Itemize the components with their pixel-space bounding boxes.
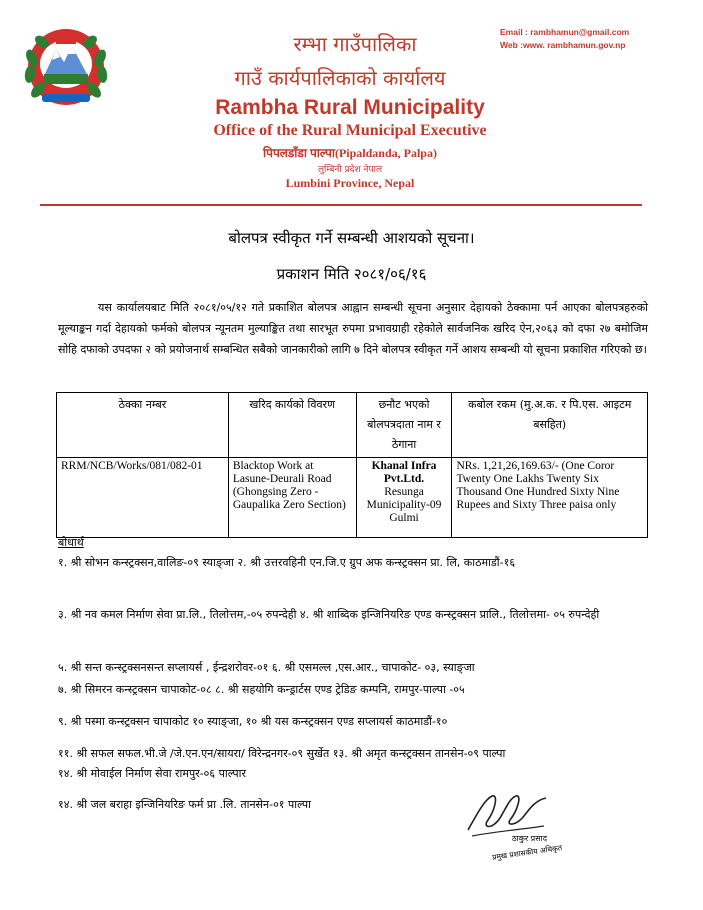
remark-line-8: १४. श्री जल बराहा इन्जिनियरिङ फर्म प्रा .लि. तानसेन-०१ पाल्पा — [58, 798, 311, 811]
municipality-name-english: Rambha Rural Municipality — [215, 96, 485, 119]
signatory-title-stamp: प्रमुख प्रशासकीय अधिकृत — [491, 843, 563, 862]
bidder-address: Resunga Municipality-09 Gulmi — [366, 486, 442, 524]
office-name-nepali: गाउँ कार्यपालिकाको कार्यालय — [234, 66, 446, 90]
remark-line-3: ५. श्री सन्त कन्स्ट्रक्सनसन्त सप्लायर्स , ईन्द्रशरोवर-०१ ६. श्री एसमल्ल ,एस.आर., चापाकोट- ०३, स्याङ्जा — [58, 661, 475, 674]
notice-body: यस कार्यालयबाट मिति २०८१/०५/१२ गते प्रकाशित बोलपत्र आह्वान सम्बन्धी सूचना अनुसार देहायको ठेक्कामा पर्न आएका बोलपत्रहरुको मूल्याङ्कन गर्दा देहायको फर्मको बोलपत्र न्यूनतम मुल्याङ्कित तथा सारभूत रुपमा प्रभावग्राही रहेकोले सार्वजनिक खरिद ऐन,२०६३ को दफा २७ बमोजिम सोहि दफाको उपदफा २ को प्रयोजनार्थ सम्बन्धित सबैको जानकारीको लागि ७ दिने बोलपत्र स्वीकृत गर्ने आशय सम्बन्धी यो सूचना प्रकाशित गरिएको छ। — [58, 301, 648, 356]
province-nepali: लुम्बिनी प्रदेश नेपाल — [317, 165, 383, 175]
remark-line-7: १४. श्री मोवाईल निर्माण सेवा रामपुर-०६ पाल्पार — [58, 767, 247, 780]
municipality-emblem — [22, 24, 110, 110]
notice-subject: बोलपत्र स्वीकृत गर्ने सम्बन्धी आशयको सूचना। — [228, 229, 475, 247]
remarks-title: बोधार्थ — [58, 536, 84, 549]
bidder-cell — [356, 458, 452, 538]
header-bidder: छनौट भएको बोलपत्रदाता नाम र ठेगाना — [356, 393, 452, 458]
amount-cell: NRs. 1,21,26,169.63/- (One Coror Twenty One Lakhs Twenty Six Thousand One Hundred Sixty Nine Rupees and Sixty Three paisa only — [452, 458, 648, 538]
remark-line-4: ७. श्री सिमरन कन्स्ट्रक्सन चापाकोट-०८ ८. श्री सहयोगि कन्ड्रार्टस एण्ड ट्रेडिङ कम्पनि, रामपुर-पाल्पा -०५ — [58, 683, 465, 696]
office-name-english: Office of the Rural Municipal Executive — [213, 122, 487, 139]
publish-date: प्रकाशन मिति २०८१/०६/१६ — [276, 265, 427, 283]
remark-line-5: ९. श्री पस्मा कन्स्ट्रक्सन चापाकोट १० स्याङ्जा, १० श्री यस कन्स्ट्रक्सन एण्ड सप्लायर्स काठमाडौं-१० — [58, 715, 448, 728]
header-contract-no: ठेक्का नम्बर — [57, 393, 229, 458]
header-amount: कबोल रकम (मु.अ.क. र पि.एस. आइटम बसहित) — [452, 393, 648, 458]
email-text: Email : rambhamun@gmail.com — [500, 27, 630, 37]
website-text: Web :www. rambhamun.gov.np — [500, 40, 626, 50]
description-cell: Blacktop Work at Lasune-Deurali Road (Ghongsing Zero - Gaupalika Zero Section) — [228, 458, 356, 538]
contract-no-cell: RRM/NCB/Works/081/082-01 — [57, 458, 229, 538]
bidder-name: Khanal Infra Pvt.Ltd. — [371, 460, 437, 485]
remark-line-6: ११. श्री सफल सफल.भी.जे /जे.एन.एन/सायरा/ विरेन्द्रनगर-०९ सुर्खेत १३. श्री अमृत कन्स्ट्रक्सन तानसेन-०९ पाल्पा — [58, 747, 506, 760]
address-text: पिपलडाँडा पाल्पा(Pipaldanda, Palpa) — [263, 146, 437, 160]
table-row — [57, 458, 648, 538]
remark-line-1: १. श्री सोभन कन्स्ट्रक्सन,वालिङ-०९ स्याङ्जा २. श्री उत्तरवहिनी एन.जि.ए ग्रुप अफ कन्स्ट्रक्सन प्रा. लि, काठमाडौं-१६ — [58, 556, 516, 569]
table-header-row — [57, 393, 648, 458]
province-english: Lumbini Province, Nepal — [285, 176, 415, 190]
municipality-name-nepali: रम्भा गाउँपालिका — [293, 32, 417, 56]
header-description: खरिद कार्यको विवरण — [228, 393, 356, 458]
bid-table — [56, 392, 648, 538]
signatory-name: ठाकुर प्रसाद — [512, 834, 547, 843]
remark-line-2: ३. श्री नव कमल निर्माण सेवा प्रा.लि., तिलोत्तम,-०५ रुपन्देही ४. श्री शाब्दिक इन्जिनियरिङ एण्ड कन्स्ट्रक्सन प्रालि., तिलोत्तमा- ०५ रुपन्देही — [58, 608, 600, 621]
header-divider — [40, 204, 642, 206]
